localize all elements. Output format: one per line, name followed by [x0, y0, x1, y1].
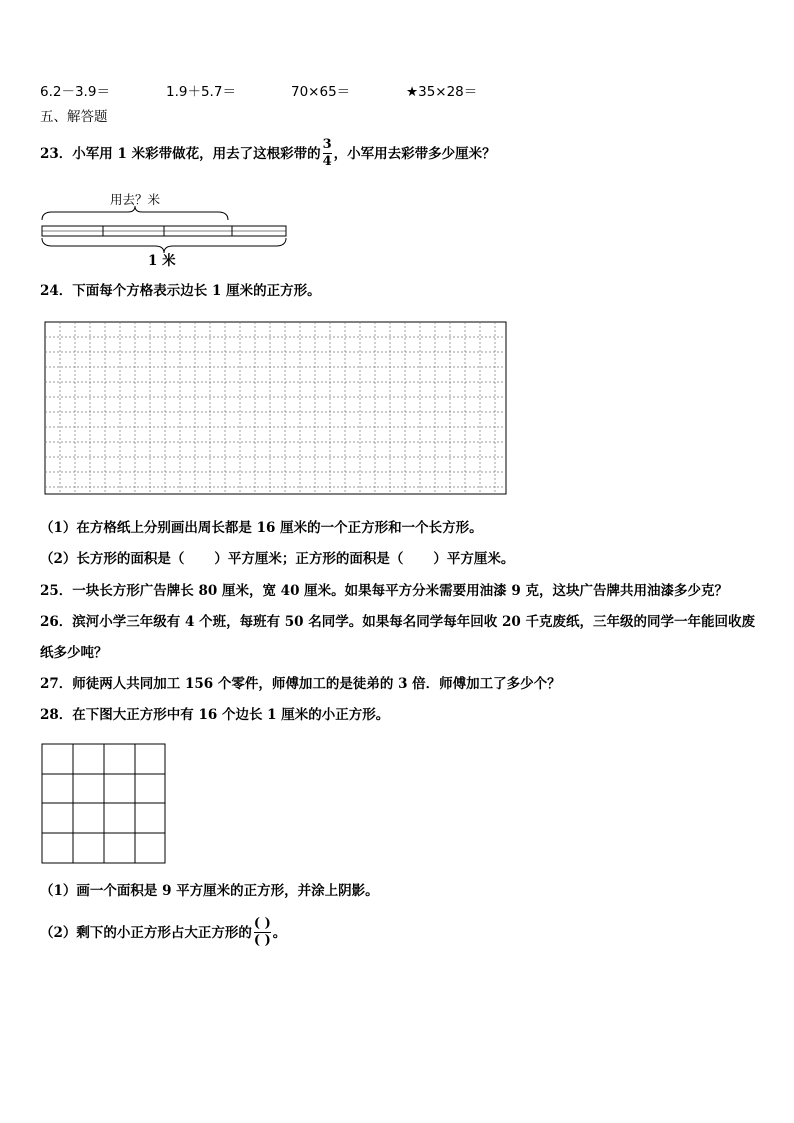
question-25: 25．一块长方形广告牌长 80 厘米，宽 40 厘米。如果每平方分米需要用油漆 9 克，这块广告牌共用油漆多少克？ — [40, 583, 728, 599]
q24-sub2-b: ）平方厘米；正方形的面积是（ — [214, 551, 404, 567]
arith-3: 70×65＝ — [291, 84, 351, 100]
q23-text-after: ，小军用去彩带多少厘米？ — [333, 145, 496, 162]
q28-frac-den: ( ) — [253, 933, 271, 948]
question-26-line1: 26．滨河小学三年级有 4 个班，每班有 50 名同学。如果每名同学每年回收 20 千克废纸，三年级的同学一年能回收废 — [40, 614, 755, 630]
q24-sub2-a: （2）长方形的面积是（ — [40, 551, 185, 567]
q28-fraction[interactable] — [254, 916, 271, 949]
q28-frac-num: ( ) — [253, 916, 271, 931]
question-27: 27．师徒两人共同加工 156 个零件，师傅加工的是徒弟的 3 倍．师傅加工了多少个？ — [40, 676, 561, 692]
q23-bottom-label: 1 米 — [148, 253, 176, 269]
q23-text-before: 23．小军用 1 米彩带做花，用去了这根彩带的 — [40, 145, 321, 162]
q28-sub2-end: 。 — [272, 924, 287, 941]
q23-frac-num: 3 — [322, 137, 332, 152]
section-title: 五、解答题 — [40, 109, 108, 125]
arith-4: ★35×28＝ — [406, 84, 478, 100]
q24-sub1: （1）在方格纸上分别画出周长都是 16 厘米的一个正方形和一个长方形。 — [40, 520, 483, 536]
q23-frac-den: 4 — [322, 154, 332, 169]
q28-sub2 — [40, 916, 286, 949]
question-28: 28．在下图大正方形中有 16 个边长 1 厘米的小正方形。 — [40, 707, 390, 723]
question-26-line2: 纸多少吨？ — [40, 645, 108, 661]
q28-sub2-text: （2）剩下的小正方形占大正方形的 — [40, 924, 252, 941]
arith-1: 6.2－3.9＝ — [40, 84, 110, 100]
q28-sub1: （1）画一个面积是 9 平方厘米的正方形，并涂上阴影。 — [40, 883, 379, 899]
arith-2: 1.9＋5.7＝ — [166, 84, 236, 100]
q24-sub2-c: ）平方厘米。 — [433, 551, 515, 567]
q23-top-label: 用去？米 — [110, 192, 161, 207]
question-24: 24．下面每个方格表示边长 1 厘米的正方形。 — [40, 283, 321, 299]
